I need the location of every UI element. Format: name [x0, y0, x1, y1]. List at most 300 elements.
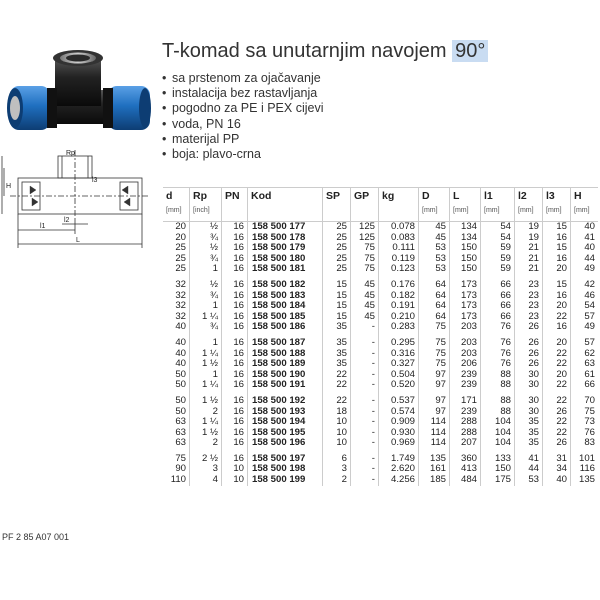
table-cell: 16 — [222, 449, 248, 465]
table-cell: 239 — [450, 380, 481, 391]
table-cell: 25 — [175, 263, 186, 275]
table-cell: 10 — [323, 428, 351, 439]
table-cell: 50 — [175, 368, 186, 380]
table-cell: 158 500 198 — [248, 464, 323, 475]
table-cell: ½ — [190, 222, 222, 233]
table-cell: 203 — [450, 322, 481, 333]
table-cell: 6 — [323, 449, 351, 465]
table-cell: 101 — [571, 449, 599, 465]
table-cell: 185 — [419, 475, 450, 486]
table-cell: 22 — [543, 349, 571, 360]
table-cell: 75 — [419, 359, 450, 370]
table-cell: 16 — [543, 233, 571, 244]
feature-item: • sa prstenom za ojačavanje — [162, 71, 323, 86]
table-row — [163, 449, 598, 465]
table-cell: 158 500 199 — [248, 475, 323, 486]
column-header — [379, 188, 419, 222]
table-cell: 1 — [190, 333, 222, 349]
column-name: Rp — [193, 190, 207, 202]
table-cell: 239 — [450, 370, 481, 381]
table-cell: 158 500 197 — [248, 449, 323, 465]
table-cell: 75 — [351, 243, 379, 254]
column-name: L — [453, 190, 460, 202]
table-cell: 133 — [481, 449, 515, 465]
table-cell: ¾ — [190, 291, 222, 302]
column-unit: [inch] — [193, 207, 210, 214]
table-cell: 22 — [323, 370, 351, 381]
table-cell: 25 — [175, 242, 186, 254]
table-cell: 25 — [323, 222, 351, 233]
table-cell: 32 — [175, 289, 186, 301]
table-cell: - — [351, 428, 379, 439]
table-cell: 16 — [222, 333, 248, 349]
table-cell: 239 — [450, 407, 481, 418]
table-cell: 32 — [175, 278, 186, 290]
table-cell: 22 — [543, 417, 571, 428]
table-row — [163, 322, 598, 333]
table-cell: 88 — [481, 407, 515, 418]
table-cell: 1 ¼ — [190, 349, 222, 360]
table-cell: 2 — [190, 407, 222, 418]
column-name: H — [574, 190, 582, 202]
table-cell: 46 — [571, 291, 599, 302]
table-cell: 0.210 — [379, 312, 419, 323]
table-cell: 16 — [543, 322, 571, 333]
table-cell: 0.504 — [379, 370, 419, 381]
column-header — [222, 188, 248, 222]
table-cell: 15 — [323, 301, 351, 312]
table-cell: 158 500 183 — [248, 291, 323, 302]
table-cell: 49 — [571, 322, 599, 333]
table-cell: 158 500 187 — [248, 333, 323, 349]
table-cell: ½ — [190, 275, 222, 291]
table-cell: 158 500 184 — [248, 301, 323, 312]
feature-item: • materijal PP — [162, 132, 323, 147]
table-cell: 20 — [543, 333, 571, 349]
table-cell: 25 — [175, 252, 186, 264]
table-cell: 15 — [543, 222, 571, 233]
table-cell: 16 — [222, 349, 248, 360]
table-cell: 158 500 194 — [248, 417, 323, 428]
table-cell: 59 — [481, 264, 515, 275]
table-row — [163, 380, 598, 391]
table-cell: - — [351, 407, 379, 418]
table-cell: 21 — [515, 243, 543, 254]
table-cell: 59 — [481, 254, 515, 265]
table-cell: 54 — [481, 222, 515, 233]
table-cell: 1 ¼ — [190, 417, 222, 428]
table-cell: 34 — [543, 464, 571, 475]
table-cell: 22 — [543, 380, 571, 391]
table-cell: 1 ½ — [190, 391, 222, 407]
table-cell: 66 — [481, 312, 515, 323]
table-cell: 20 — [543, 370, 571, 381]
table-header-row — [163, 188, 598, 222]
table-cell: 16 — [222, 417, 248, 428]
table-cell: 150 — [450, 254, 481, 265]
column-unit: [mm] — [422, 207, 438, 214]
column-header — [323, 188, 351, 222]
table-cell: 0.537 — [379, 391, 419, 407]
table-cell: 16 — [222, 438, 248, 449]
table-cell: 35 — [515, 438, 543, 449]
table-cell: 22 — [323, 380, 351, 391]
table-cell: 0.078 — [379, 222, 419, 233]
table-cell: 53 — [419, 243, 450, 254]
table-cell: 40 — [175, 347, 186, 359]
table-body — [163, 222, 598, 486]
table-cell: 22 — [543, 359, 571, 370]
table-cell: 23 — [515, 275, 543, 291]
table-cell: 73 — [571, 417, 599, 428]
column-name: GP — [354, 190, 370, 202]
table-cell: 15 — [323, 291, 351, 302]
table-cell: 207 — [450, 438, 481, 449]
table-cell: 42 — [571, 275, 599, 291]
table-cell: 53 — [515, 475, 543, 486]
table-cell: 15 — [323, 312, 351, 323]
table-cell: 35 — [515, 428, 543, 439]
table-cell: 135 — [571, 475, 599, 486]
table-cell: 0.176 — [379, 275, 419, 291]
table-cell: 75 — [419, 322, 450, 333]
table-cell: 20 — [543, 301, 571, 312]
table-cell: 15 — [543, 275, 571, 291]
table-cell: 76 — [481, 349, 515, 360]
table-cell: 50 — [175, 379, 186, 391]
table-cell: 32 — [175, 300, 186, 312]
table-cell: 0.520 — [379, 380, 419, 391]
technical-drawing — [0, 148, 160, 268]
table-cell: 63 — [571, 359, 599, 370]
column-header — [515, 188, 543, 222]
table-cell: 45 — [419, 222, 450, 233]
table-cell: 0.191 — [379, 301, 419, 312]
table-cell: 16 — [222, 264, 248, 275]
column-name: D — [422, 190, 430, 202]
table-cell: 158 500 181 — [248, 264, 323, 275]
feature-item: • instalacija bez rastavljanja — [162, 86, 323, 101]
column-name: l3 — [546, 190, 555, 202]
table-cell: 1 ½ — [190, 359, 222, 370]
column-header — [419, 188, 450, 222]
table-cell: 32 — [175, 310, 186, 322]
table-row — [163, 264, 598, 275]
table-cell: 1.749 — [379, 449, 419, 465]
table-cell: 0.327 — [379, 359, 419, 370]
table-cell: 23 — [515, 312, 543, 323]
table-cell: 1 — [190, 264, 222, 275]
table-cell: 97 — [419, 407, 450, 418]
table-cell: 1 — [190, 301, 222, 312]
table-cell: 18 — [323, 407, 351, 418]
table-cell: 16 — [222, 243, 248, 254]
table-cell: 54 — [481, 233, 515, 244]
table-cell: 50 — [175, 405, 186, 417]
table-cell: 0.969 — [379, 438, 419, 449]
table-cell: 158 500 185 — [248, 312, 323, 323]
table-cell: 360 — [450, 449, 481, 465]
table-cell: 22 — [323, 391, 351, 407]
table-cell: - — [351, 464, 379, 475]
table-cell: - — [351, 417, 379, 428]
table-cell: 75 — [351, 254, 379, 265]
table-cell: ¾ — [190, 254, 222, 265]
table-cell: 16 — [222, 359, 248, 370]
title-angle-highlight: 90° — [452, 40, 488, 62]
table-cell: 0.574 — [379, 407, 419, 418]
table-cell: 10 — [222, 475, 248, 486]
table-cell: 110 — [170, 474, 186, 486]
table-cell: 158 500 191 — [248, 380, 323, 391]
table-cell: 158 500 177 — [248, 222, 323, 233]
table-cell: 0.316 — [379, 349, 419, 360]
table-cell: 16 — [543, 291, 571, 302]
drawing-label-l2: l2 — [64, 217, 70, 224]
table-cell: 88 — [481, 380, 515, 391]
column-header — [248, 188, 323, 222]
column-name: kg — [382, 190, 395, 202]
column-header — [190, 188, 222, 222]
table-cell: 3 — [323, 464, 351, 475]
table-cell: 40 — [175, 321, 186, 333]
table-cell: 16 — [222, 254, 248, 265]
table-cell: 1 ¼ — [190, 312, 222, 323]
table-cell: 134 — [450, 233, 481, 244]
table-row — [163, 275, 598, 291]
table-cell: 0.111 — [379, 243, 419, 254]
table-cell: 53 — [419, 264, 450, 275]
feature-list — [162, 71, 323, 162]
table-cell: 26 — [515, 359, 543, 370]
table-cell: 158 500 196 — [248, 438, 323, 449]
table-cell: 0.283 — [379, 322, 419, 333]
table-cell: 64 — [419, 291, 450, 302]
table-cell: 10 — [222, 464, 248, 475]
table-cell: 16 — [222, 275, 248, 291]
table-cell: 50 — [175, 394, 186, 406]
table-cell: 26 — [543, 407, 571, 418]
table-cell: 2 — [190, 438, 222, 449]
title-text: T-komad sa unutarnjim navojem — [162, 40, 447, 62]
table-cell: 104 — [481, 417, 515, 428]
table-cell: 61 — [571, 370, 599, 381]
table-cell: - — [351, 333, 379, 349]
column-header — [571, 188, 599, 222]
table-cell: 161 — [419, 464, 450, 475]
table-cell: 45 — [351, 275, 379, 291]
table-row — [163, 438, 598, 449]
table-cell: 484 — [450, 475, 481, 486]
table-cell: 30 — [515, 380, 543, 391]
table-cell: 25 — [323, 254, 351, 265]
table-cell: 76 — [481, 359, 515, 370]
table-cell: 25 — [323, 243, 351, 254]
table-cell: 66 — [481, 301, 515, 312]
table-cell: 64 — [419, 301, 450, 312]
table-cell: 40 — [543, 475, 571, 486]
table-cell: 35 — [323, 333, 351, 349]
table-cell: 10 — [323, 438, 351, 449]
drawing-label-h: H — [6, 183, 12, 190]
table-cell: 59 — [481, 243, 515, 254]
table-cell: 150 — [450, 264, 481, 275]
table-cell: 97 — [419, 370, 450, 381]
table-cell: 158 500 192 — [248, 391, 323, 407]
table-cell: 22 — [543, 312, 571, 323]
column-name: Kod — [251, 190, 272, 202]
table-cell: 0.123 — [379, 264, 419, 275]
table-cell: 158 500 188 — [248, 349, 323, 360]
column-header — [163, 188, 190, 222]
table-cell: 4 — [190, 475, 222, 486]
table-cell: 0.909 — [379, 417, 419, 428]
table-cell: 135 — [419, 449, 450, 465]
table-cell: 203 — [450, 349, 481, 360]
table-cell: 16 — [222, 301, 248, 312]
table-cell: 19 — [515, 233, 543, 244]
table-cell: 288 — [450, 428, 481, 439]
table-cell: 21 — [515, 254, 543, 265]
table-cell: 19 — [515, 222, 543, 233]
table-cell: 40 — [571, 222, 599, 233]
table-cell: 25 — [323, 264, 351, 275]
table-cell: 57 — [571, 333, 599, 349]
table-cell: 97 — [419, 391, 450, 407]
table-cell: 173 — [450, 301, 481, 312]
table-cell: 288 — [450, 417, 481, 428]
table-cell: 88 — [481, 370, 515, 381]
table-cell: ½ — [190, 243, 222, 254]
table-cell: 158 500 189 — [248, 359, 323, 370]
drawing-label-l3: l3 — [92, 177, 98, 184]
table-cell: 76 — [481, 333, 515, 349]
table-cell: 16 — [222, 428, 248, 439]
table-cell: 150 — [450, 243, 481, 254]
table-cell: 40 — [175, 358, 186, 370]
table-cell: 16 — [222, 322, 248, 333]
table-cell: 40 — [571, 243, 599, 254]
table-cell: 2 — [323, 475, 351, 486]
table-cell: 31 — [543, 449, 571, 465]
table-cell: 75 — [571, 407, 599, 418]
table-cell: ¾ — [190, 322, 222, 333]
column-name: PN — [225, 190, 240, 202]
table-cell: 1 ¼ — [190, 380, 222, 391]
table-cell: 16 — [222, 312, 248, 323]
table-cell: 104 — [481, 428, 515, 439]
drawing-label-rp: Rp — [66, 150, 75, 157]
table-cell: 20 — [543, 264, 571, 275]
table-cell: 3 — [190, 464, 222, 475]
table-cell: 158 500 193 — [248, 407, 323, 418]
table-cell: - — [351, 475, 379, 486]
table-cell: 26 — [515, 322, 543, 333]
table-cell: 23 — [515, 291, 543, 302]
table-cell: 75 — [419, 349, 450, 360]
table-cell: 125 — [351, 222, 379, 233]
table-cell: 26 — [515, 349, 543, 360]
table-cell: 41 — [515, 449, 543, 465]
table-cell: 158 500 190 — [248, 370, 323, 381]
table-cell: 35 — [323, 322, 351, 333]
column-unit: [mm] — [574, 207, 590, 214]
table-cell: - — [351, 359, 379, 370]
product-photo — [5, 38, 155, 148]
column-name: l1 — [484, 190, 493, 202]
table-cell: - — [351, 438, 379, 449]
table-cell: 2 ½ — [190, 449, 222, 465]
table-cell: 114 — [419, 438, 450, 449]
table-cell: 53 — [419, 254, 450, 265]
table-cell: 173 — [450, 275, 481, 291]
table-cell: 64 — [419, 312, 450, 323]
table-cell: 70 — [571, 391, 599, 407]
table-cell: 23 — [515, 301, 543, 312]
table-row — [163, 391, 598, 407]
column-unit: [mm] — [518, 207, 534, 214]
table-cell: 75 — [419, 333, 450, 349]
table-cell: 114 — [419, 428, 450, 439]
page-title — [162, 40, 488, 63]
table-cell: 26 — [543, 438, 571, 449]
table-cell: 158 500 182 — [248, 275, 323, 291]
table-cell: 16 — [222, 291, 248, 302]
table-cell: 63 — [175, 426, 186, 438]
column-name: l2 — [518, 190, 527, 202]
table-cell: 0.083 — [379, 233, 419, 244]
table-cell: 45 — [351, 301, 379, 312]
table-cell: 64 — [419, 275, 450, 291]
column-header — [481, 188, 515, 222]
table-cell: 1 ½ — [190, 428, 222, 439]
table-cell: 62 — [571, 349, 599, 360]
table-cell: 114 — [419, 417, 450, 428]
table-cell: 0.295 — [379, 333, 419, 349]
table-cell: 22 — [543, 428, 571, 439]
table-cell: 40 — [175, 336, 186, 348]
table-cell: 45 — [351, 312, 379, 323]
table-row — [163, 333, 598, 349]
table-cell: 203 — [450, 333, 481, 349]
table-cell: 125 — [351, 233, 379, 244]
table-cell: 4.256 — [379, 475, 419, 486]
table-cell: 16 — [222, 391, 248, 407]
table-cell: 41 — [571, 233, 599, 244]
table-cell: - — [351, 391, 379, 407]
table-cell: 45 — [419, 233, 450, 244]
table-cell: 16 — [222, 222, 248, 233]
column-header — [543, 188, 571, 222]
table-cell: 57 — [571, 312, 599, 323]
table-cell: 134 — [450, 222, 481, 233]
table-cell: 30 — [515, 370, 543, 381]
table-cell: 16 — [222, 380, 248, 391]
table-cell: 63 — [175, 416, 186, 428]
table-cell: 22 — [543, 391, 571, 407]
table-cell: 16 — [222, 233, 248, 244]
table-cell: 116 — [571, 464, 599, 475]
table-cell: 75 — [351, 264, 379, 275]
table-cell: 83 — [571, 438, 599, 449]
table-cell: 175 — [481, 475, 515, 486]
table-cell: 158 500 180 — [248, 254, 323, 265]
table-cell: 15 — [543, 243, 571, 254]
table-cell: 158 500 179 — [248, 243, 323, 254]
table-row — [163, 222, 598, 233]
table-cell: 413 — [450, 464, 481, 475]
catalog-reference: PF 2 85 A07 001 — [2, 532, 70, 542]
